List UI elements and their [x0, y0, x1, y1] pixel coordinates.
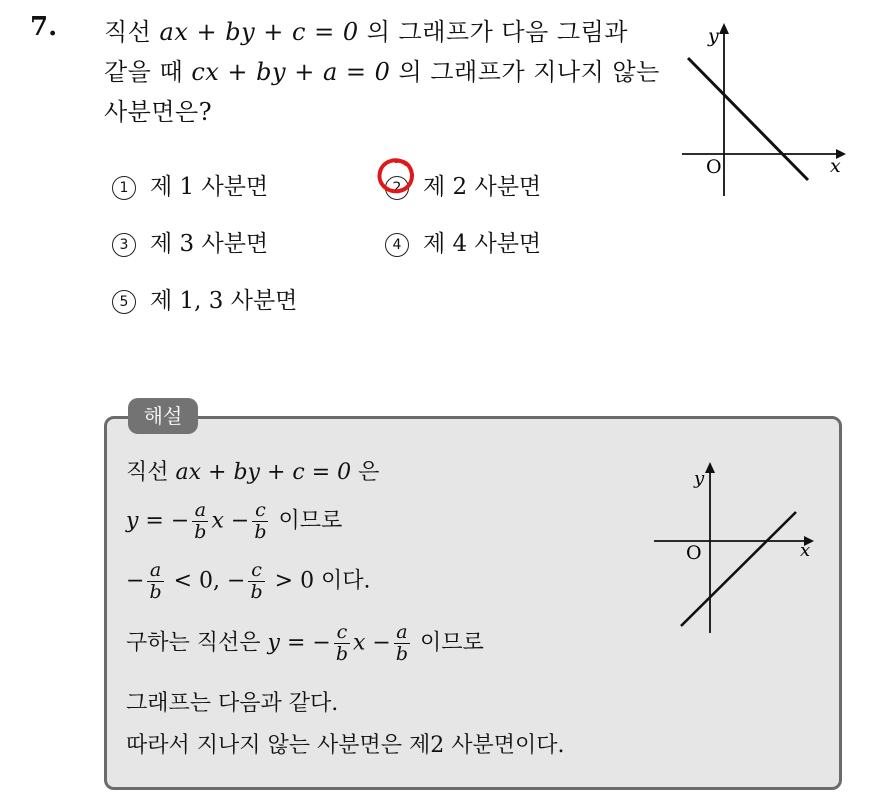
solution-text: 이므로	[278, 508, 343, 534]
solution-text: 은	[358, 460, 380, 485]
solution-graph	[650, 458, 820, 636]
choice-label: 제 1 사분면	[150, 174, 269, 200]
question-line-1	[104, 12, 628, 47]
question-text: 직선	[104, 18, 152, 46]
x-axis-label: x	[830, 155, 841, 177]
solution-text: 구하는 직선은	[126, 630, 261, 656]
inequality: > 0 이다.	[274, 568, 371, 594]
choice-4[interactable]	[385, 225, 541, 258]
equation: ax + by + c = 0	[175, 460, 352, 485]
choice-number: 1	[112, 176, 136, 200]
choice-label: 제 2 사분면	[423, 174, 542, 200]
solution-text: 직선	[126, 460, 169, 485]
choice-1[interactable]	[112, 168, 268, 201]
inequality: < 0,	[173, 568, 221, 594]
solution-text: 이므로	[420, 630, 484, 656]
solution-line-6: 따라서 지나지 않는 사분면은 제2 사분면이다.	[126, 733, 565, 758]
choice-number: 3	[112, 233, 136, 257]
question-text: 사분면은?	[104, 98, 213, 126]
answer-mark-icon	[376, 156, 416, 196]
question-number: 7.	[30, 12, 58, 42]
solution-line-4	[126, 622, 484, 665]
equation: x −	[211, 508, 250, 534]
origin-label: O	[706, 156, 722, 178]
question-text: 의 그래프가 다음 그림과	[366, 18, 628, 46]
choice-number: 2	[385, 176, 409, 200]
solution-line-1	[126, 455, 379, 486]
x-axis-label: x	[800, 540, 811, 561]
question-text: 같을 때	[104, 58, 184, 86]
equation: x −	[352, 630, 391, 656]
equation: cx + by + a = 0	[191, 58, 391, 86]
fraction-c-over-b: $\frac{c}{b}$	[335, 621, 348, 665]
choice-3[interactable]	[112, 225, 268, 258]
solution-line-2	[126, 500, 342, 543]
y-axis-label: y	[694, 468, 705, 489]
equation: y = −	[267, 630, 331, 656]
origin-label: O	[686, 542, 702, 564]
fraction-c-over-b: $\frac{c}{b}$	[250, 559, 263, 603]
solution-tag: 해설	[128, 398, 198, 434]
choice-label: 제 3 사분면	[150, 231, 269, 257]
question-graph	[680, 20, 850, 200]
choice-number: 5	[112, 290, 136, 314]
solution-line-3: − $\frac{a}{b}$ < 0, − $\frac{c}{b}$ > 0 이다.	[126, 559, 371, 603]
equation: ax + by + c = 0	[159, 18, 359, 46]
solution-line-5: 그래프는 다음과 같다.	[126, 691, 339, 716]
question-line-2	[104, 52, 660, 87]
fraction-a-over-b: $\frac{a}{b}$	[194, 499, 207, 543]
question-line-3	[104, 92, 212, 127]
equation: y = −	[126, 508, 190, 534]
fraction-c-over-b: $\frac{c}{b}$	[254, 499, 267, 543]
choice-number: 4	[385, 233, 409, 257]
fraction-a-over-b: $\frac{a}{b}$	[395, 621, 408, 665]
choice-label: 제 1, 3 사분면	[150, 288, 298, 314]
choice-label: 제 4 사분면	[423, 231, 542, 257]
choice-5[interactable]	[112, 282, 297, 315]
question-text: 의 그래프가 지나지 않는	[398, 58, 660, 86]
y-axis-label: y	[708, 25, 719, 47]
fraction-a-over-b: $\frac{a}{b}$	[149, 559, 162, 603]
